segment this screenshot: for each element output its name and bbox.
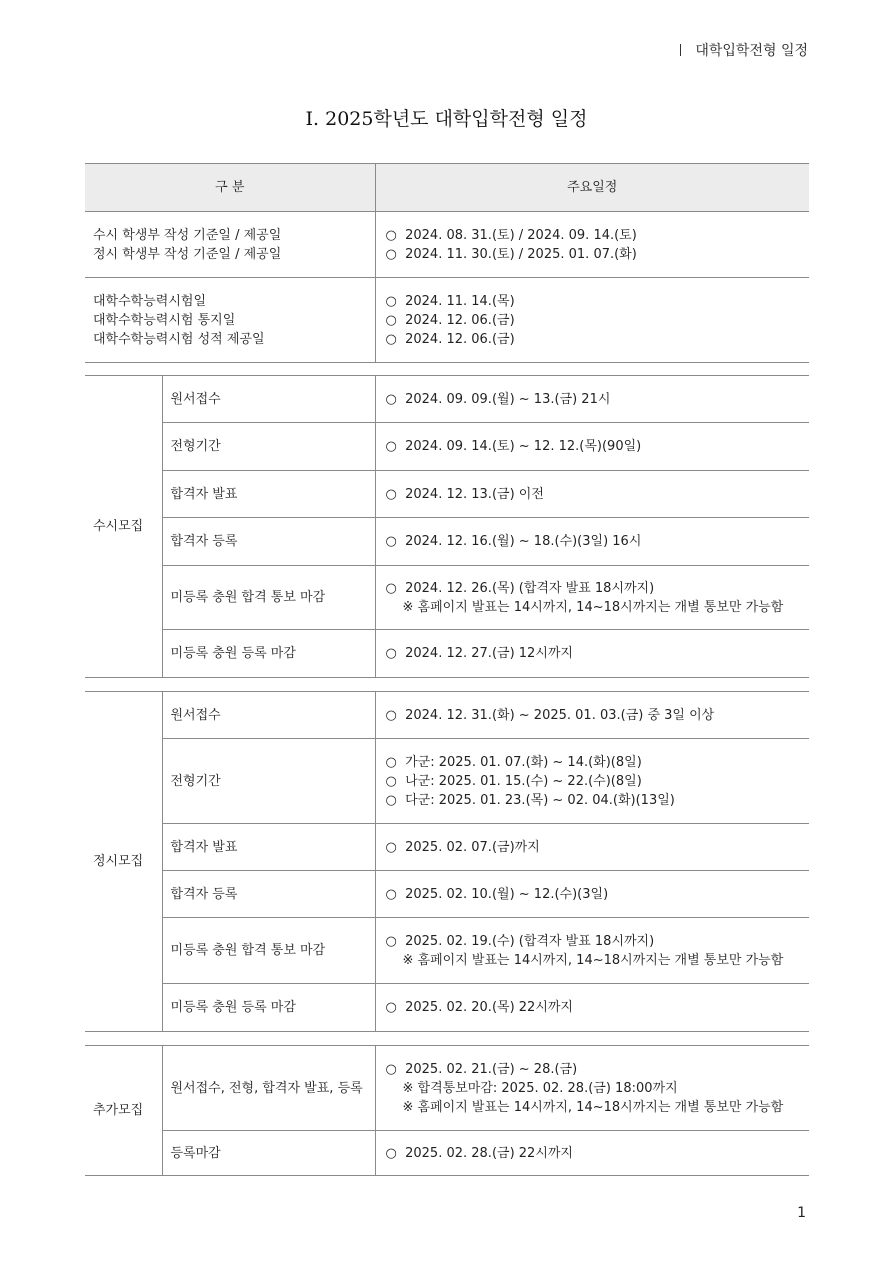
schedule-item (386, 1144, 810, 1163)
schedule-note: ※ 홈페이지 발표는 14시까지, 14~18시까지는 개별 통보만 가능함 (402, 1099, 784, 1115)
schedule-item (386, 532, 810, 551)
page-number: 1 (797, 1205, 806, 1221)
bullet-icon: ○ (385, 293, 397, 309)
schedule-item (386, 1060, 810, 1079)
running-header-text: 대학입학전형 일정 (695, 43, 808, 59)
table-row (85, 630, 809, 678)
bullet-icon: ○ (385, 886, 397, 902)
item-label: 원서접수 (162, 376, 375, 423)
schedule-item (386, 579, 810, 598)
row-value-cell (375, 566, 809, 630)
bullet-icon: ○ (385, 391, 397, 407)
bullet-icon: ○ (385, 646, 397, 661)
schedule-text: 2024. 11. 30.(토) / 2025. 01. 07.(화) (405, 246, 637, 262)
schedule-note: ※ 합격통보마감: 2025. 02. 28.(금) 18:00까지 (402, 1080, 678, 1096)
group-label: 수시모집 (85, 376, 162, 678)
schedule-item (386, 226, 810, 245)
item-label: 원서접수 (162, 692, 375, 739)
schedule-text: 2024. 09. 14.(토) ~ 12. 12.(목)(90일) (405, 439, 642, 454)
row-value-cell (375, 471, 809, 518)
schedule-item (386, 390, 810, 409)
schedule-text: 2024. 12. 13.(금) 이전 (405, 486, 544, 502)
schedule-item (386, 791, 810, 810)
schedule-item (386, 245, 810, 264)
bullet-icon: ○ (385, 839, 397, 855)
schedule-text: 다군: 2025. 01. 23.(목) ~ 02. 04.(화)(13일) (405, 792, 675, 808)
schedule-text: 2024. 12. 16.(월) ~ 18.(수)(3일) 16시 (405, 534, 642, 549)
schedule-item (386, 932, 810, 951)
schedule-item (386, 292, 810, 311)
row-label: 대학수학능력시험 통지일 (93, 312, 236, 328)
row-value-cell (375, 630, 809, 678)
schedule-text: 2025. 02. 21.(금) ~ 28.(금) (405, 1061, 578, 1077)
schedule-text: 2024. 09. 09.(월) ~ 13.(금) 21시 (405, 391, 611, 407)
bullet-icon: ○ (385, 580, 397, 596)
bullet-icon: ○ (385, 331, 397, 347)
table-row (85, 471, 809, 518)
row-label: 수시 학생부 작성 기준일 / 제공일 (93, 227, 282, 243)
row-value-cell (375, 739, 809, 824)
table-row (85, 918, 809, 984)
bullet-icon: ○ (385, 486, 397, 502)
schedule-text: 2025. 02. 19.(수) (합격자 발표 18시까지) (405, 933, 655, 949)
row-value-cell (375, 824, 809, 871)
chuga-table (85, 1045, 809, 1176)
table-row (85, 1046, 809, 1131)
schedule-item (386, 772, 810, 791)
schedule-item (386, 998, 810, 1017)
table-row (85, 824, 809, 871)
row-value-cell (375, 984, 809, 1032)
schedule-text: 가군: 2025. 01. 07.(화) ~ 14.(화)(8일) (405, 754, 642, 770)
bullet-icon: ○ (385, 707, 397, 723)
schedule-item (386, 838, 810, 857)
item-label: 원서접수, 전형, 합격자 발표, 등록 (162, 1046, 375, 1131)
table-row (85, 739, 809, 824)
table-row (85, 212, 809, 278)
table-row (85, 278, 809, 363)
header-divider (680, 44, 681, 56)
table-row (85, 1131, 809, 1176)
bullet-icon: ○ (385, 773, 397, 789)
col-header-schedule: 주요일정 (375, 164, 809, 212)
row-value-cell (375, 212, 809, 278)
item-label: 합격자 발표 (162, 471, 375, 518)
schedule-item (386, 330, 810, 349)
table-row (85, 871, 809, 918)
schedule-text: 2024. 12. 06.(금) (405, 331, 515, 347)
schedule-item (386, 485, 810, 504)
row-label-cell (85, 212, 375, 278)
bullet-icon: ○ (385, 933, 397, 949)
table-row (85, 518, 809, 566)
schedule-item (386, 706, 810, 725)
schedule-note: ※ 홈페이지 발표는 14시까지, 14~18시까지는 개별 통보만 가능함 (402, 599, 784, 615)
row-value-cell (375, 376, 809, 423)
schedule-text: 2025. 02. 20.(목) 22시까지 (405, 1000, 573, 1015)
schedule-text: 2024. 12. 26.(목) (합격자 발표 18시까지) (405, 580, 655, 596)
row-label: 대학수학능력시험일 (93, 293, 207, 309)
table-header-row (85, 164, 809, 212)
group-label: 추가모집 (85, 1046, 162, 1176)
schedule-note: ※ 홈페이지 발표는 14시까지, 14~18시까지는 개별 통보만 가능함 (402, 952, 784, 968)
row-value-cell (375, 278, 809, 363)
col-header-category: 구 분 (85, 164, 375, 212)
schedule-item (386, 644, 810, 663)
schedule-item (386, 311, 810, 330)
row-label: 대학수학능력시험 성적 제공일 (93, 331, 265, 347)
schedule-text: 2024. 08. 31.(토) / 2024. 09. 14.(토) (405, 227, 637, 243)
bullet-icon: ○ (385, 439, 397, 454)
page-title: Ⅰ. 2025학년도 대학입학전형 일정 (305, 108, 588, 130)
item-label: 전형기간 (162, 423, 375, 471)
table-row (85, 692, 809, 739)
bullet-icon: ○ (385, 312, 397, 328)
item-label: 전형기간 (162, 739, 375, 824)
row-value-cell (375, 918, 809, 984)
bullet-icon: ○ (385, 534, 397, 549)
bullet-icon: ○ (385, 227, 397, 243)
bullet-icon: ○ (385, 754, 397, 770)
schedule-text: 2024. 12. 06.(금) (405, 312, 515, 328)
running-header (680, 40, 808, 60)
bullet-icon: ○ (385, 1145, 397, 1161)
item-label: 미등록 충원 합격 통보 마감 (162, 918, 375, 984)
schedule-text: 2024. 11. 14.(목) (405, 293, 515, 309)
schedule-item (386, 753, 810, 772)
item-label: 합격자 등록 (162, 518, 375, 566)
schedule-text: 2025. 02. 28.(금) 22시까지 (405, 1145, 573, 1161)
item-label: 등록마감 (162, 1131, 375, 1176)
row-value-cell (375, 518, 809, 566)
row-value-cell (375, 1131, 809, 1176)
schedule-item (386, 885, 810, 904)
row-value-cell (375, 423, 809, 471)
schedule-item (386, 437, 810, 456)
bullet-icon: ○ (385, 792, 397, 808)
jeongsi-table (85, 691, 809, 1032)
schedule-text: 2024. 12. 31.(화) ~ 2025. 01. 03.(금) 중 3일 이상 (405, 707, 715, 723)
susi-table (85, 375, 809, 678)
row-value-cell (375, 692, 809, 739)
item-label: 합격자 발표 (162, 824, 375, 871)
table-row (85, 984, 809, 1032)
table-row (85, 566, 809, 630)
schedule-text: 2024. 12. 27.(금) 12시까지 (405, 646, 573, 661)
item-label: 합격자 등록 (162, 871, 375, 918)
item-label: 미등록 충원 등록 마감 (162, 630, 375, 678)
row-value-cell (375, 871, 809, 918)
schedule-text: 나군: 2025. 01. 15.(수) ~ 22.(수)(8일) (405, 773, 642, 789)
table-row (85, 423, 809, 471)
item-label: 미등록 충원 합격 통보 마감 (162, 566, 375, 630)
schedule-text: 2025. 02. 10.(월) ~ 12.(수)(3일) (405, 886, 609, 902)
row-label: 정시 학생부 작성 기준일 / 제공일 (93, 246, 282, 262)
bullet-icon: ○ (385, 1000, 397, 1015)
item-label: 미등록 충원 등록 마감 (162, 984, 375, 1032)
row-label-cell (85, 278, 375, 363)
row-value-cell (375, 1046, 809, 1131)
schedule-text: 2025. 02. 07.(금)까지 (405, 839, 540, 855)
bullet-icon: ○ (385, 246, 397, 262)
bullet-icon: ○ (385, 1061, 397, 1077)
group-label: 정시모집 (85, 692, 162, 1032)
table-row (85, 376, 809, 423)
header-table (85, 163, 809, 363)
